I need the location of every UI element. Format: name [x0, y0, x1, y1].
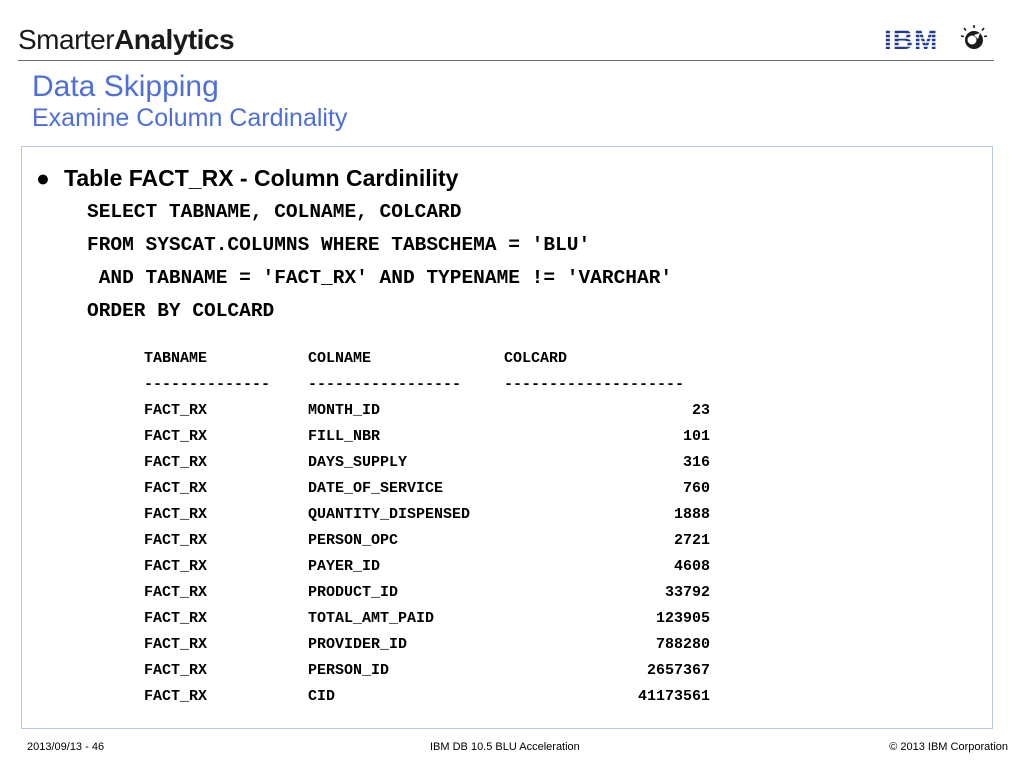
ibm-logo: [884, 23, 988, 55]
table-row: [144, 476, 710, 502]
table-row: [144, 606, 710, 632]
colcard-cell: 123905: [655, 610, 710, 627]
colname-cell: PERSON_ID: [308, 662, 390, 679]
query-result-table: [144, 346, 710, 710]
footer-title: IBM DB 10.5 BLU Acceleration: [430, 741, 580, 753]
separator: --------------------: [504, 376, 685, 393]
colcard-cell: 760: [682, 480, 710, 497]
sql-line: ORDER BY COLCARD: [87, 300, 275, 322]
colcard-cell: 1888: [673, 506, 710, 523]
tabname-cell: FACT_RX: [144, 662, 208, 679]
colcard-cell: 33792: [664, 584, 710, 601]
footer-date-page: 2013/09/13 - 46: [27, 741, 105, 753]
tabname-cell: FACT_RX: [144, 688, 208, 705]
tabname-cell: FACT_RX: [144, 584, 208, 601]
brand-bold: Analytics: [114, 24, 235, 55]
colname-cell: DAYS_SUPPLY: [308, 454, 408, 471]
colname-cell: FILL_NBR: [308, 428, 381, 445]
colname-cell: PROVIDER_ID: [308, 636, 408, 653]
colname-cell: PERSON_OPC: [308, 532, 399, 549]
table-row: [144, 580, 710, 606]
tabname-cell: FACT_RX: [144, 428, 208, 445]
tabname-cell: FACT_RX: [144, 636, 208, 653]
result-separator-row: [144, 372, 710, 398]
tabname-cell: FACT_RX: [144, 558, 208, 575]
table-row: [144, 450, 710, 476]
separator: -----------------: [308, 376, 462, 393]
colname-cell: MONTH_ID: [308, 402, 381, 419]
table-row: [144, 684, 710, 710]
table-row: [144, 554, 710, 580]
footer-copyright: © 2013 IBM Corporation: [889, 741, 1008, 753]
table-row: [144, 502, 710, 528]
slide-title: Data Skipping: [32, 70, 219, 103]
tabname-cell: FACT_RX: [144, 506, 208, 523]
colcard-cell: 316: [682, 454, 710, 471]
bullet-text: Table FACT_RX - Column Cardinility: [64, 165, 459, 191]
column-header: TABNAME: [144, 350, 208, 367]
colname-cell: TOTAL_AMT_PAID: [308, 610, 435, 627]
smarter-analytics-logo: [18, 26, 234, 54]
table-row: [144, 658, 710, 684]
tabname-cell: FACT_RX: [144, 454, 208, 471]
colname-cell: DATE_OF_SERVICE: [308, 480, 444, 497]
colname-cell: PRODUCT_ID: [308, 584, 399, 601]
colcard-cell: 41173561: [637, 688, 710, 705]
table-row: [144, 398, 710, 424]
sql-line: FROM SYSCAT.COLUMNS WHERE TABSCHEMA = 'BLU': [87, 234, 591, 256]
colname-cell: QUANTITY_DISPENSED: [308, 506, 471, 523]
colname-cell: PAYER_ID: [308, 558, 381, 575]
bullet-heading: [36, 167, 458, 190]
tabname-cell: FACT_RX: [144, 610, 208, 627]
column-header: COLCARD: [504, 350, 568, 367]
sql-line: SELECT TABNAME, COLNAME, COLCARD: [87, 201, 462, 223]
table-row: [144, 424, 710, 450]
colcard-cell: 2657367: [646, 662, 710, 679]
colname-cell: CID: [308, 688, 336, 705]
colcard-cell: 23: [691, 402, 710, 419]
slide-subtitle: Examine Column Cardinality: [32, 104, 348, 132]
result-rows: [144, 398, 710, 710]
colcard-cell: 2721: [673, 532, 710, 549]
colcard-cell: 788280: [655, 636, 710, 653]
ibm-logo-text: IBM: [884, 24, 939, 55]
bullet-dot-icon: ●: [36, 165, 50, 191]
colcard-cell: 4608: [673, 558, 710, 575]
colcard-cell: 101: [682, 428, 710, 445]
tabname-cell: FACT_RX: [144, 480, 208, 497]
sql-line: AND TABNAME = 'FACT_RX' AND TYPENAME != 'VARCHAR': [87, 267, 673, 289]
tabname-cell: FACT_RX: [144, 402, 208, 419]
smarter-planet-icon: [961, 25, 987, 49]
table-row: [144, 528, 710, 554]
separator: --------------: [144, 376, 271, 393]
header-divider: [18, 60, 994, 61]
tabname-cell: FACT_RX: [144, 532, 208, 549]
table-row: [144, 632, 710, 658]
result-header-row: [144, 346, 710, 372]
brand-light: Smarter: [18, 24, 115, 55]
column-header: COLNAME: [308, 350, 372, 367]
